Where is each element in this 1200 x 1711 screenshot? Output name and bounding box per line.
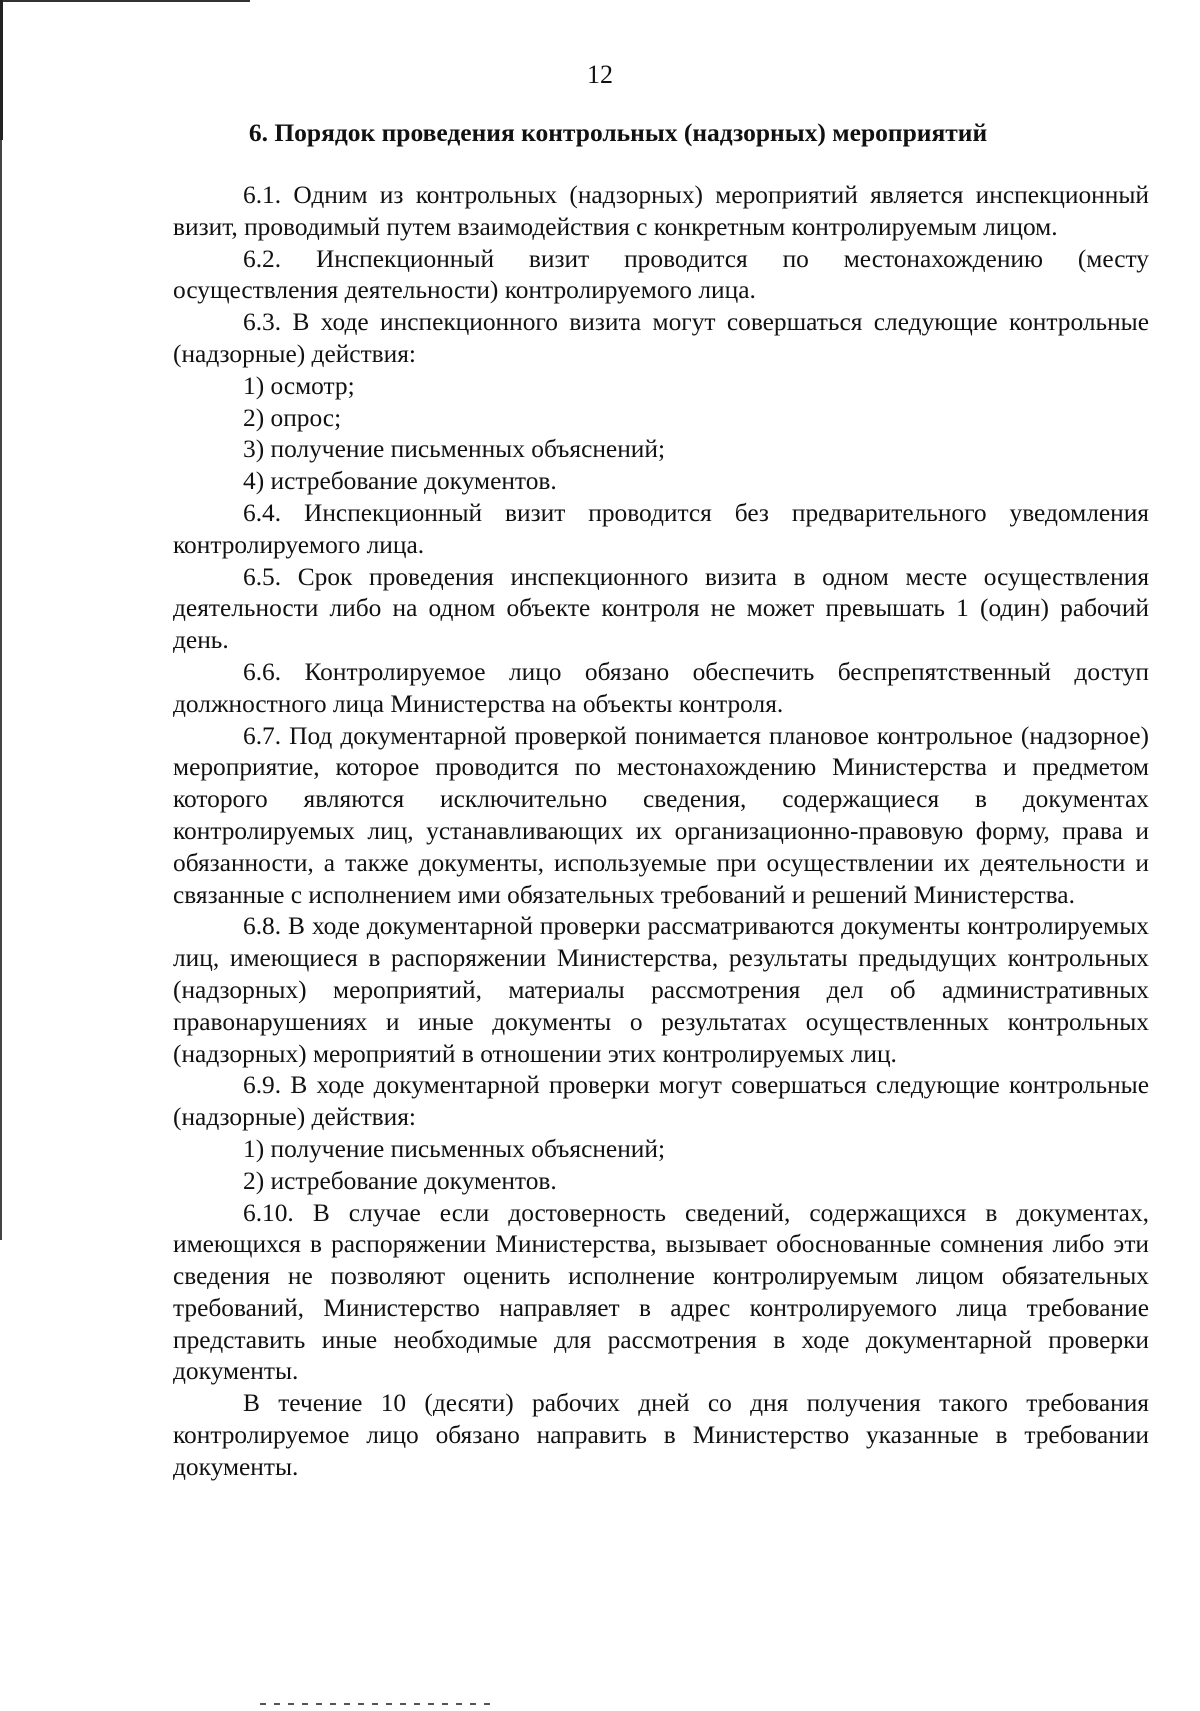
paragraph-6-5: 6.5. Срок проведения инспекционного визита в одном месте осуществления деятельности либо на одном объекте контроля не может превышать 1 (один) рабочий день. xyxy=(173,562,1149,655)
paragraph-6-9: 6.9. В ходе документарной проверки могут совершаться следующие контрольные (надзорные) действия: xyxy=(173,1071,1149,1132)
paragraph-6-4: 6.4. Инспекционный визит проводится без предварительного уведомления контролируемого лица. xyxy=(173,498,1149,559)
paragraph-6-10-continued: В течение 10 (десяти) рабочих дней со дня получения такого требования контролируемое лицо обязано направить в Министерство указанные в требовании документы. xyxy=(173,1389,1149,1481)
paragraph-6-3: 6.3. В ходе инспекционного визита могут совершаться следующие контрольные (надзорные) действия: xyxy=(173,308,1149,368)
document-body xyxy=(173,180,1149,1484)
paragraph-6-10: 6.10. В случае если достоверность сведений, содержащихся в документах, имеющихся в распоряжении Министерства, вызывает обоснованные сомнения либо эти сведения не позволяют оценить исполнение контролируемым лицом обязательных требований, Министерство направляет в адрес контролируемого лица требование представить иные необходимые для рассмотрения в ходе документарной проверки документы. xyxy=(173,1198,1149,1386)
list-item: 3) получение письменных объяснений; xyxy=(243,435,666,464)
scan-edge-left-lower xyxy=(0,140,2,1240)
paragraph-6-1: 6.1. Одним из контрольных (надзорных) мероприятий является инспекционный визит, проводимый путем взаимодействия с конкретным контролируемым лицом. xyxy=(173,181,1149,241)
paragraph-6-8: 6.8. В ходе документарной проверки рассматриваются документы контролируемых лиц, имеющиеся в распоряжении Министерства, результаты предыдущих контрольных (надзорных) мероприятий, материалы рассмотрения дел об административных правонарушениях и иные документы о результатах осуществленных контрольных (надзорных) мероприятий в отношении этих контролируемых лиц. xyxy=(173,912,1149,1068)
section-heading: 6. Порядок проведения контрольных (надзорных) мероприятий xyxy=(248,118,988,147)
paragraph-6-6: 6.6. Контролируемое лицо обязано обеспечить беспрепятственный доступ должностного лица Министерства на объекты контроля. xyxy=(173,657,1149,718)
page-number: 12 xyxy=(587,60,613,89)
paragraph-6-7: 6.7. Под документарной проверкой понимается плановое контрольное (надзорное) мероприятие, которое проводится по местонахождению Министерства и предметом которого являются исключительно сведения, содержащиеся в документах контролируемых лиц, устанавливающих их организационно-правовую форму, права и обязанности, а также документы, используемые при осуществлении их деятельности и связанные с исполнением ими обязательных требований и решений Министерства. xyxy=(173,721,1149,909)
list-item: 4) истребование документов. xyxy=(243,467,557,496)
list-item: 1) осмотр; xyxy=(243,371,355,400)
scan-edge-top xyxy=(0,0,250,2)
paragraph-6-2: 6.2. Инспекционный визит проводится по местонахождению (месту осуществления деятельности) контролируемого лица. xyxy=(173,244,1149,305)
list-item: 2) истребование документов. xyxy=(243,1166,557,1195)
list-item: 2) опрос; xyxy=(243,403,342,432)
list-item: 1) получение письменных объяснений; xyxy=(243,1134,666,1163)
scan-edge-bottom xyxy=(260,1703,490,1705)
